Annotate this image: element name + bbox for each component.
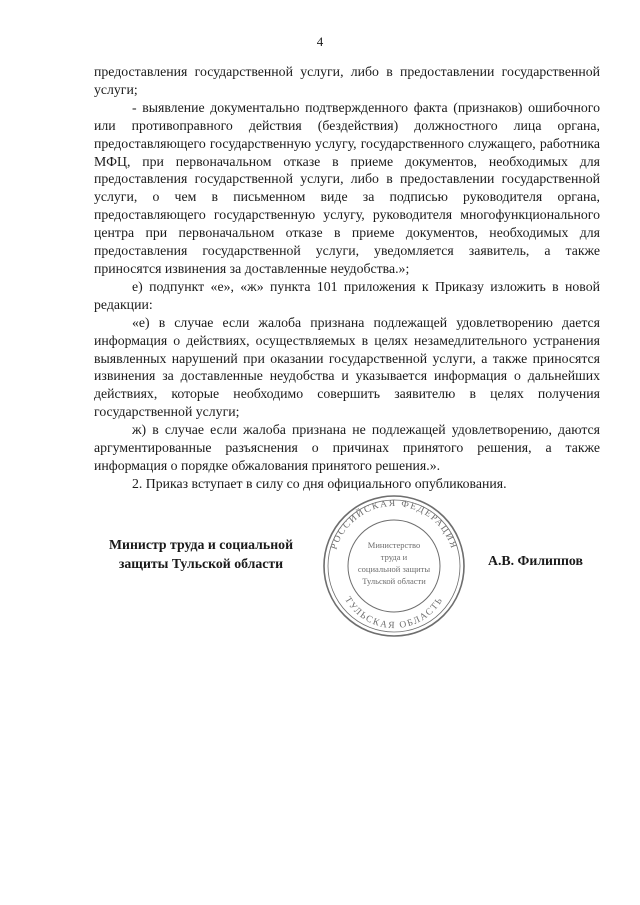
paragraph: «е) в случае если жалоба признана подлежащей удовлетворению дается информация о действиях, осуществляемых в целях незамедлительного устранения выявленных нарушений при оказании государственной услуги, а также приносятся извинения за доставленные неудобства и указывается информация о дальнейших действиях, которые необходимо совершить заявителю в целях получения государственной услуги; bbox=[94, 314, 600, 420]
seal-outer-text-top: РОССИЙСКАЯ ФЕДЕРАЦИЯ bbox=[329, 498, 459, 551]
signatory-name: А.В. Филиппов bbox=[488, 553, 583, 568]
seal-inner-text: Тульской области bbox=[362, 576, 426, 586]
document-body bbox=[94, 63, 600, 493]
paragraph: - выявление документально подтвержденного факта (признаков) ошибочного или противоправного действия (бездействия) должностного лица органа, предоставляющего государственную услугу, государственного служащего, работника МФЦ, при первоначальном отказе в приеме документов, необходимых для предоставления государственной услуги, либо в предоставлении государственной услуги, о чем в письменном виде за подписью руководителя органа, предоставляющего государственную услугу, руководителя многофункционального центра при первоначальном отказе в приеме документов, необходимых для предоставления государственной услуги, уведомляется заявитель, а также приносятся извинения за доставленные неудобства.»; bbox=[94, 99, 600, 276]
paragraph: 2. Приказ вступает в силу со дня официального опубликования. bbox=[132, 475, 507, 491]
seal-inner-text: труда и bbox=[380, 552, 408, 562]
signatory-title-line: защиты Тульской области bbox=[118, 556, 284, 571]
signatory-title bbox=[95, 535, 307, 573]
seal-outer-text-bottom: ТУЛЬСКАЯ ОБЛАСТЬ bbox=[342, 595, 446, 632]
signatory-title-line: Министр труда и социальной bbox=[108, 537, 294, 552]
seal-inner-text: социальной защиты bbox=[357, 564, 431, 574]
official-seal bbox=[320, 492, 468, 640]
paragraph: е) подпункт «е», «ж» пункта 101 приложения к Приказу изложить в новой редакции: bbox=[94, 278, 600, 312]
seal-inner-text: Министерство bbox=[367, 540, 421, 550]
paragraph: предоставления государственной услуги, либо в предоставлении государственной услуги; bbox=[94, 64, 600, 97]
page-number: 4 bbox=[316, 34, 324, 49]
paragraph: ж) в случае если жалоба признана не подлежащей удовлетворению, даются аргументированные разъяснения о причинах принятого решения, а также информация о порядке обжалования принятого решения.». bbox=[94, 422, 600, 473]
